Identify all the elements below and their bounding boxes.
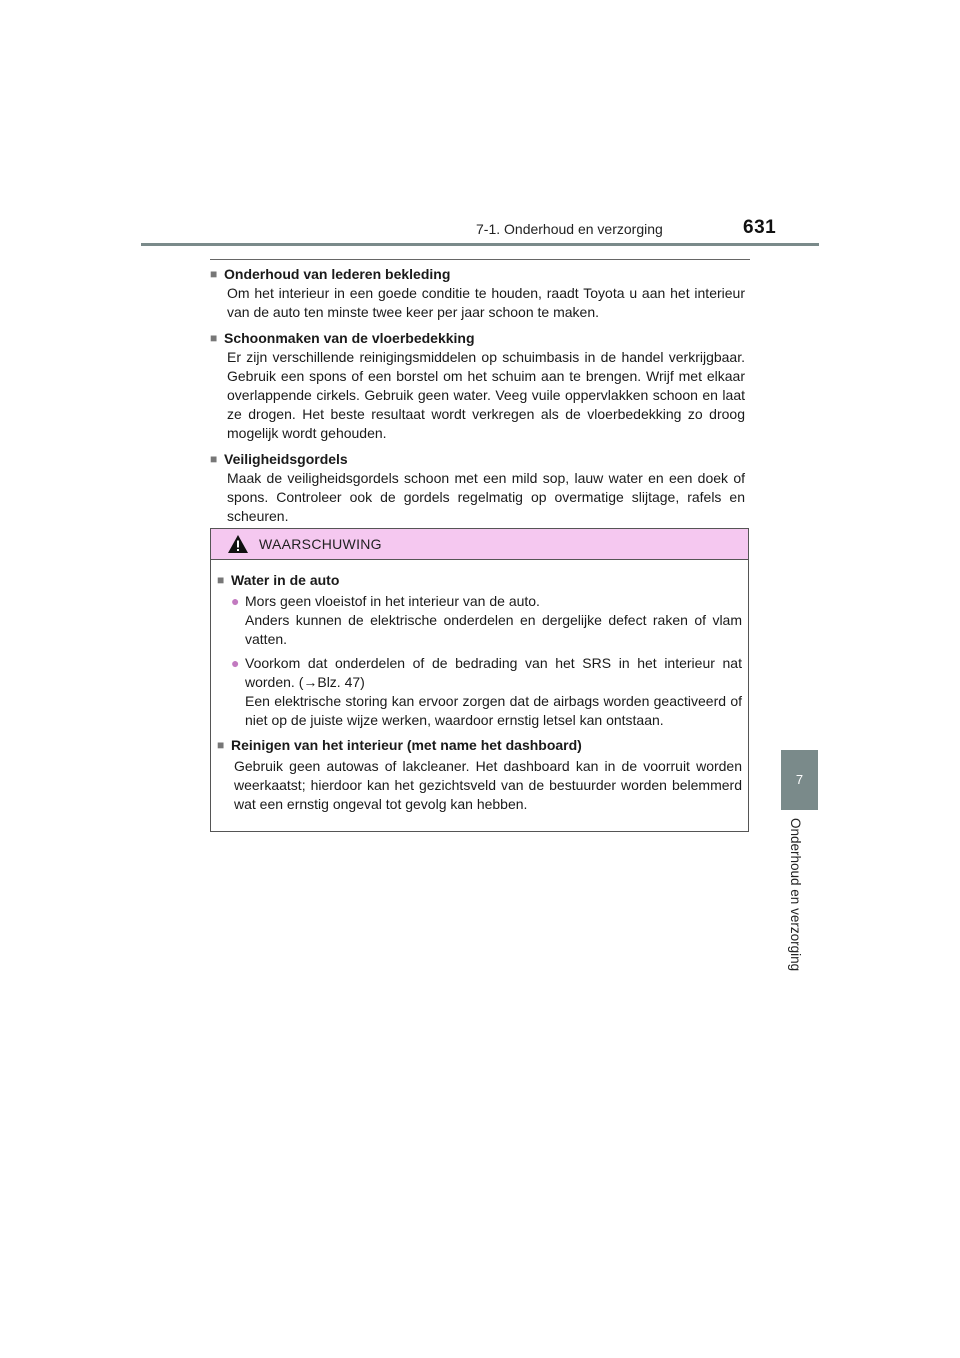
content-body xyxy=(210,264,745,532)
bullet-text: Mors geen vloeistof in het interieur van de auto. xyxy=(245,593,540,609)
chapter-tab: 7 xyxy=(781,750,818,810)
warning-bullet xyxy=(231,592,742,649)
warning-subtitle: Reinigen van het interieur (met name het dashboard) xyxy=(231,737,582,753)
warning-body xyxy=(211,560,748,814)
warning-bullet xyxy=(231,654,742,730)
bullet-text: Anders kunnen de elektrische onderdelen en dergelijke defect raken of vlam vatten. xyxy=(245,612,742,647)
warning-box xyxy=(210,528,749,832)
section-body: Om het interieur in een goede conditie te houden, raadt Toyota u aan het interieur van de auto ten minste twee keer per jaar schoon te maken. xyxy=(227,285,745,320)
section-heading: 7-1. Onderhoud en verzorging xyxy=(476,221,663,237)
section-carpet xyxy=(210,328,745,443)
bullet-text: Een elektrische storing kan ervoor zorgen dat de airbags worden geactiveerd of niet op de juiste wijze werken, waardoor ernstig letsel kan ontstaan. xyxy=(245,693,742,728)
square-bullet-icon: ■ xyxy=(210,267,218,281)
chapter-side-label: Onderhoud en verzorging xyxy=(788,818,803,972)
warning-header xyxy=(211,529,748,560)
bullet-text: Voorkom dat onderdelen of de bedrading van het SRS in het interieur nat worden. (→Blz. 47) xyxy=(245,655,742,690)
section-title: Onderhoud van lederen bekleding xyxy=(224,266,451,282)
square-bullet-icon: ■ xyxy=(210,452,218,466)
section-title: Schoonmaken van de vloerbedekking xyxy=(224,330,475,346)
section-body: Maak de veiligheidsgordels schoon met een mild sop, lauw water en een doek of spons. Controleer ook de gordels regelmatig op overmatige slijtage, rafels en scheuren. xyxy=(227,470,745,524)
warning-paragraph: Gebruik geen autowas of lakcleaner. Het dashboard kan in de voorruit worden weerkaatst; hierdoor kan het gezichtsveld van de bestuurder worden belemmerd wat een ernstig ongeval tot gevolg kan hebben. xyxy=(234,758,742,812)
warning-triangle-icon xyxy=(227,534,249,554)
square-bullet-icon: ■ xyxy=(217,573,225,587)
square-bullet-icon: ■ xyxy=(210,331,218,345)
section-seatbelts xyxy=(210,449,745,526)
warning-subtitle: Water in de auto xyxy=(231,572,340,588)
header-rule xyxy=(141,243,819,246)
dot-bullet-icon: ● xyxy=(231,655,240,671)
section-body: Er zijn verschillende reinigingsmiddelen op schuimbasis in de handel verkrijgbaar. Gebruik een spons of een borstel om het schuim aan te brengen. Wrijf met elkaar overlappende cirkels. Gebruik geen water. Veeg vuile oppervlakken schoon en laat ze drogen. Het beste resultaat wordt verkregen als de vloerbedekking zo droog mogelijk wordt gehouden. xyxy=(227,349,745,441)
content-top-rule xyxy=(210,259,750,260)
warning-label: WAARSCHUWING xyxy=(259,536,382,552)
section-leather xyxy=(210,264,745,322)
dot-bullet-icon: ● xyxy=(231,593,240,609)
square-bullet-icon: ■ xyxy=(217,738,225,752)
page-number: 631 xyxy=(743,217,777,238)
section-title: Veiligheidsgordels xyxy=(224,451,348,467)
